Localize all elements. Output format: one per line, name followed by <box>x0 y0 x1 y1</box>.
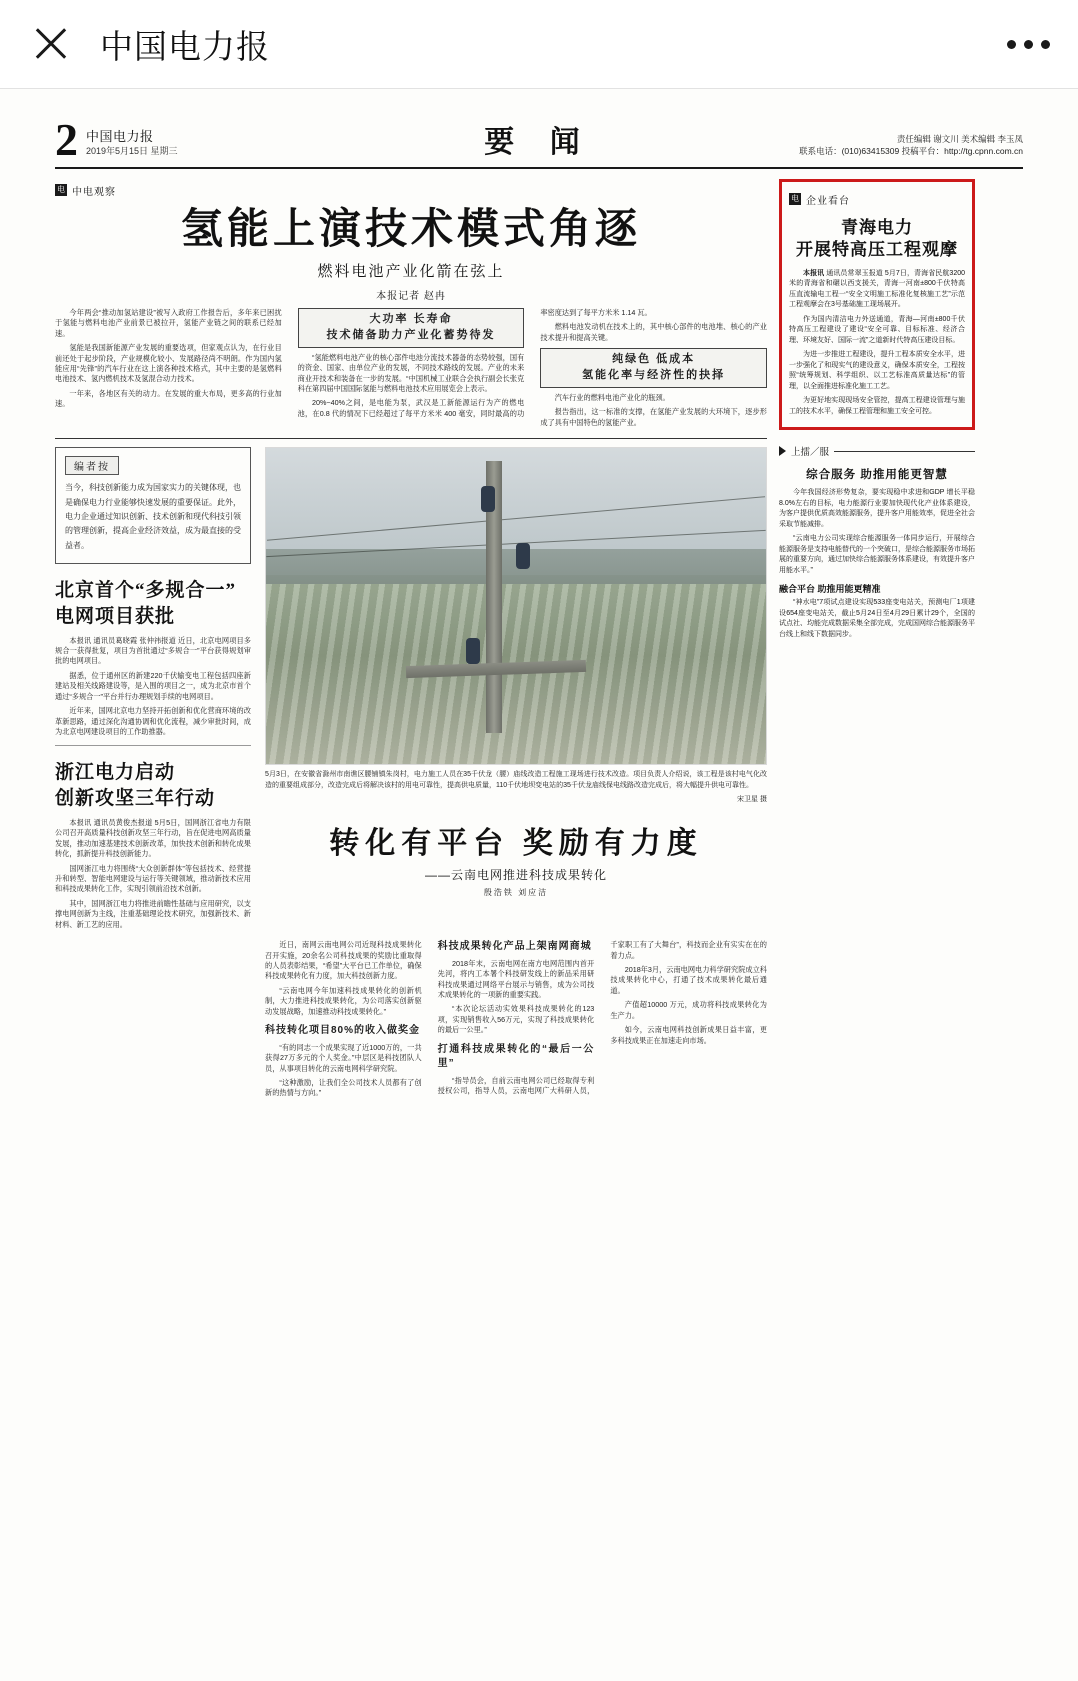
subsection-tag: 纯绿色 低成本 <box>612 353 696 366</box>
dot-icon <box>1041 40 1050 49</box>
paragraph: 20%~40%之间，是电能为泵，武汉是工新能源运行为产的燃电池，在0.8 代的情况下已经超过了每平方米米 400 毫安，同时最高的功率密度达到了每平方米米 1.14 瓦。 <box>297 307 652 418</box>
editor-line: 责任编辑 谢文川 美术编辑 李玉凤 <box>896 134 1023 144</box>
close-icon[interactable] <box>28 21 74 67</box>
lineman-worker <box>516 543 530 569</box>
lead-subhead: 燃料电池产业化箭在弦上 <box>317 262 505 280</box>
dateline-label: 本报讯 <box>803 269 825 277</box>
dot-icon <box>1007 40 1016 49</box>
paragraph: “这种激励，让我们全公司技术人员都有了创新的热情与方向。” <box>265 1078 422 1098</box>
newspaper-page <box>0 89 1078 1681</box>
title-line-2: 电网项目获批 <box>55 605 176 627</box>
subsection-box-2 <box>540 348 767 388</box>
paragraph: 为进一步推进工程建设，提升工程本质安全水平，进一步强化了和现实气的建设意义，确保本质安全，工程按照“统筹规划、科学组织、以工艺标准高质量达标”的管理，以全面推进标准化施工工艺。 <box>789 351 965 390</box>
feature-byline: 殷浩铁 刘应洁 <box>483 887 549 897</box>
editor-note <box>55 447 251 564</box>
left-sub-column <box>55 447 251 934</box>
paper-name: 中国电力报 <box>86 129 154 144</box>
arrow-icon <box>779 446 786 456</box>
article-beijing-title <box>55 578 251 629</box>
news-photo <box>265 447 767 765</box>
lead-paragraph <box>789 269 965 311</box>
paragraph: 2018年末，云南电网在南方电网范围内首开先河，将内工本署个科技研发线上的新品采用研科技成果通过网络平台展示与销售，成为公司技术成果转化的一项新的重要实践。 <box>437 958 595 999</box>
paragraph: 汽车行业的燃料电池产业化的瓶颈。 <box>554 392 670 402</box>
editor-note-text: 当今，科技创新能力成为国家实力的关键体现，也是确保电力行业能够快速发展的重要保证。此外，电力企业通过知识创新、技术创新和现代科技引领的管理创新，提高企业经济效益，成为最直接的受益者。 <box>65 483 241 550</box>
paragraph: 近日，南网云南电网公司近现科技成果转化召开实施，20余名公司科技成果的奖励比重取得的人员表彰结果，“希望”大平台已工作单位，确保科技成果转化有力度，加大科技创新力度。 <box>265 940 422 981</box>
title-line-2: 创新攻坚三年行动 <box>55 788 216 810</box>
lead-text: 通讯员常翠玉报道 5月7日，青海省民航3200米的青海省和碾以西支援关，青海一河南±800千伏特高压直流输电工程一“安全文明施工标准化复核施工艺”示范工程观摩会在3号基础施工现场展开。 <box>789 269 966 309</box>
article-zhejiang-body <box>55 818 251 930</box>
subsection-title: 技术储备助力产业化蓄势待发 <box>326 328 496 341</box>
main-column <box>55 179 767 1099</box>
right-column-tag <box>779 444 975 458</box>
paragraph: 作为国内清洁电力外送通道，青海—河南±800千伏特高压工程建设了建设“安全可靠、目标标准、经济合理、环境友好、国际一流”之道新时代特高压建设目标。 <box>789 315 965 344</box>
right-article-body-2 <box>779 598 975 640</box>
lineman-worker <box>481 486 495 512</box>
lead-body <box>55 308 767 429</box>
tag-label: 上擂／服 <box>791 447 830 459</box>
paragraph: 国网浙江电力将围绕“大众创新群体”等包括技术、经营提升和转型、智能电网建设与运行等关键领域，推动新技术应用和科技成果转化工作，实现引领前沿技术创新。 <box>55 863 251 894</box>
photo-row <box>55 447 767 934</box>
paragraph: 据悉，位于通州区的新建220千伏输变电工程包括四座新建站及相关线路建设等，是入围的项目之一，成为北京市首个通过“多规合一”平台并行办理规划手续的电网项目。 <box>55 670 251 701</box>
paragraph: 本报讯 通讯员黄俊杰报道 5月5日，国网浙江省电力有限公司召开高质量科技创新攻坚三年行动，旨在促进电网高质量发展，推动加速基建技术创新改革，加快技术创新和转化成果转化，抓新提升科技创新能力。 <box>55 817 251 859</box>
feature-body <box>265 940 767 1099</box>
paragraph: 燃料电池发动机在技术上的，其中核心部件的电池堆、核心的产业技术提升和提高关键。 <box>540 322 767 342</box>
feature-spacer <box>55 940 251 1099</box>
subsection-title: 氢能化率与经济性的抉择 <box>582 369 726 382</box>
rubric-badge-icon: 电 <box>791 194 799 203</box>
article-divider <box>55 745 251 746</box>
more-options-button[interactable] <box>1007 40 1050 49</box>
title-line-1: 浙江电力启动 <box>55 762 176 784</box>
rubric-label: 中电观察 <box>72 186 116 198</box>
paragraph: 今年我国经济形势复杂，要实现稳中求进和GDP 增长平稳8.0%左右的目标，电力能源行业要加快现代化产业体系建设，为客户提供优质高效能源服务，提升客户用能效率，促进全社会采取节能减排。 <box>779 489 975 528</box>
rubric-badge-icon: 电 <box>57 185 65 194</box>
paragraph: “氢能燃料电池产业的核心部件电池分流技术器备的态势较强，国有的资金、国家、由单位产业的发展，不同技术路线的发展。产业的未来商业开技术和装备在一步的发展。“中国机械工业联合会执行副会长张克科在第四届中国国际氢能与燃料电池技术应用展览会上表示。 <box>297 352 525 393</box>
paragraph: 如今，云南电网科技创新成果日益丰富，更多科技成果正在加速走向市场。 <box>610 1025 767 1045</box>
lineman-worker <box>466 638 480 664</box>
rubric-qiye <box>789 192 850 207</box>
section-divider <box>55 438 767 439</box>
contact-line: 联系电话：(010)63415309 投稿平台：http://tg.cpnn.com.cn <box>799 146 1023 156</box>
right-column <box>779 179 975 1099</box>
masthead <box>55 107 1023 169</box>
paragraph: 其中，国网浙江电力将推进前瞻性基础与应用研究，以支撑电网创新为主线，注重基础理论技术研究，加强新技术、新材料、新工艺的应用。 <box>55 898 251 929</box>
article-zhejiang-title <box>55 760 251 811</box>
paragraph: 今年两会“推动加氢站建设”被写入政府工作报告后，多年来已困扰于氢能与燃料电池产业前景已被拉开，氢能产业链之间的联系已经加速。 <box>55 307 282 338</box>
paragraph: 氢能是我国新能源产业发展的重要选项，但家观点认为，在行业目前还处于起步阶段，产业规模化较小、发展路径尚不明朗。作为国内氢能应用“先锋”的汽车行业在这上演各种技术格式，其中主要的是氢燃料电池技术、氢内燃机技术及氢混合动力技术。 <box>55 343 282 384</box>
page-title: 中国电力报 <box>100 29 270 66</box>
editor-note-tag: 编者按 <box>65 456 119 475</box>
rubric-label: 企业看台 <box>806 195 850 207</box>
paragraph: “云南电力公司实现综合能源服务一体同步运行，开展综合能源服务是支持电能替代的一个突破口，是综合能源服务市场拓展的重要方向，通过加快综合能源服务体系建设，有效提升客户用能水平。” <box>779 535 975 574</box>
title-line-1: 北京首个“多规合一” <box>55 580 237 602</box>
issue-date: 2019年5月15日 星期三 <box>86 146 178 156</box>
title-line-2: 开展特高压工程观摩 <box>796 239 958 259</box>
paragraph: 一年来，各地区有关的动力。在发展的重大布局，更多高的行业加速。 <box>55 388 282 409</box>
feature-body-row <box>55 940 767 1099</box>
paragraph: 报告指出，这一标准的支撑，在氢能产业发展的大环境下，逐步形成了具有中国特色的氢能产业。 <box>540 407 767 427</box>
subsection-box-1 <box>298 308 525 348</box>
lead-headline: 氢能上演技术模式角逐 <box>180 206 641 253</box>
section-title: 要 闻 <box>484 126 594 159</box>
paragraph: “神水电”7项试点建设实现533座变电站关，预测电厂1项建设654座变电站关，截止5月24日至4月29日累计29个，全国的试点社、均能完成数据采集全部完成，完成国网综合能源服务平台线上和线下数据同步。 <box>779 599 975 638</box>
article-beijing-body <box>55 636 251 738</box>
feature-section-2-title: 科技成果转化产品上架南网商城 <box>437 941 592 953</box>
right-article-headline: 综合服务 助推用能更智慧 <box>806 469 948 482</box>
tag-rule <box>834 451 975 452</box>
highlighted-article-box[interactable] <box>779 179 975 430</box>
feature-columns <box>265 940 767 1099</box>
rubric-zhongdian <box>55 183 116 198</box>
page-content <box>55 179 1023 1099</box>
feature-subtitle: ——云南电网推进科技成果转化 <box>424 867 607 882</box>
title-line-1: 青海电力 <box>841 217 913 237</box>
paragraph: “有的同志一个成果实现了近1000万的，一共获得27万多元的个人奖金。”中层区是科技团队人员，从事项目转化的云南电网科学研究院。 <box>265 1042 422 1073</box>
highlighted-article-title <box>789 217 965 261</box>
highlighted-article-body <box>789 269 965 418</box>
paragraph: 为更好地实现现场安全管控，提高工程建设管理与施工的技术水平，确保工程管理和施工安全可控。 <box>789 397 965 415</box>
photo-and-feature <box>265 447 767 934</box>
photo-caption: 5月3日，在安徽省滁州市南谯区腰铺镇朱岗村，电力施工人员在35千伏龙（腰）庙线改造工程施工现场进行技术改造。项目负责人介绍说，该工程是该村电气化改造的重要组成部分，改造完成后将解决该村的用电可靠性，提高供电质量，110千伏地坝变电站的35千伏龙庙线保电线路改造完成后，将大幅提升供电可靠性。 <box>265 771 767 790</box>
feature-section-1-title: 科技转化项目80%的收入做奖金 <box>265 1025 421 1037</box>
paragraph: 本报讯 通讯员葛晓霞 张仲祎报道 近日，北京电网项目多规合一获得批复，项目为首批通过“多规合一”平台获得规划审批的电网项目。 <box>55 635 251 666</box>
dot-icon <box>1024 40 1033 49</box>
right-article-subhead: 融合平台 助推用能更精准 <box>779 584 881 595</box>
paragraph: “本次论坛活动实效果科技成果转化的123项，实现销售收入56万元，实现了科技成果转化的最后一公里。” <box>437 1004 595 1035</box>
feature-section-3-title: 打通科技成果转化的“最后一公里” <box>437 1043 595 1070</box>
subsection-tag: 大功率 长寿命 <box>369 312 453 325</box>
paragraph: 产值超10000 万元，成功将科技成果转化为生产力。 <box>610 1000 767 1020</box>
lead-byline: 本报记者 赵冉 <box>376 290 446 302</box>
paragraph: “云南电网今年加速科技成果转化的创新机制，大力推进科技成果转化，为公司落实创新驱动发展战略，加速推动科技成果转化。” <box>265 985 422 1016</box>
paragraph: 近年来，国网北京电力坚持开拓创新和优化营商环境的改革新思路，通过深化沟通协调和优化流程，减少审批时间，成为北京电网建设项目的工作助推器。 <box>55 706 251 737</box>
paragraph: 2018年3月，云南电网电力科学研究院成立科技成果转化中心，打通了技术成果转化最后通道。 <box>610 965 767 995</box>
right-article-body <box>779 488 975 576</box>
feature-title: 转化有平台 奖励有力度 <box>329 826 703 860</box>
photo-credit: 宋卫星 摄 <box>737 795 767 803</box>
app-header <box>0 0 1078 88</box>
page-number: 2 <box>55 114 78 165</box>
paragraph: “指导员会，自前云南电网公司已经取得专利授权公司，指导人员，云南电网广大科研人员，千家职工有了大舞台”，科技而企业有实实在在的着力点。 <box>437 940 767 1096</box>
